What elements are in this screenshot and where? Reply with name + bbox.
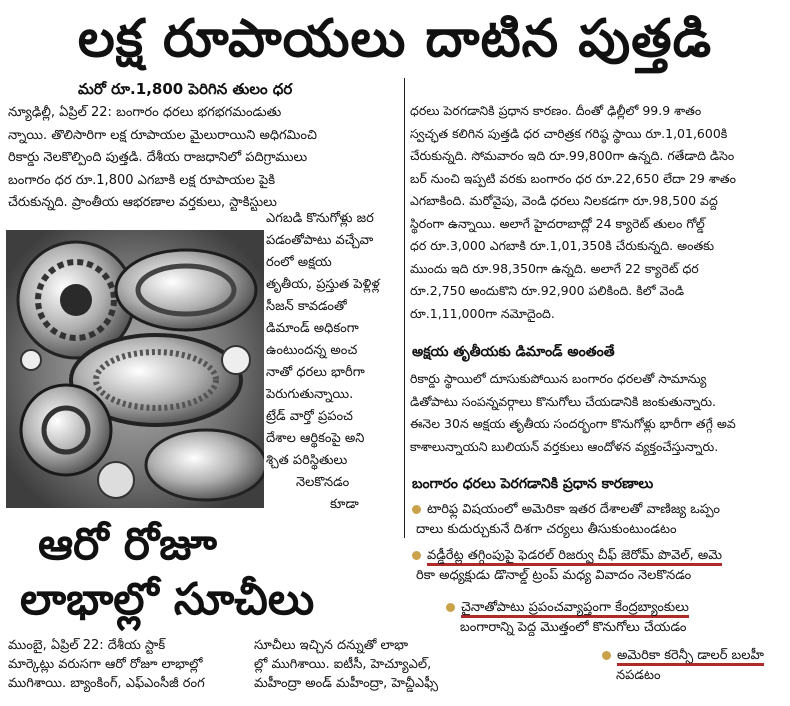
wrap-line: రంలో అక్షయ (266, 255, 332, 270)
section3-subhead: బంగారం ధరలు పెరగడానికి ప్రధాన కారణాలు (412, 476, 654, 492)
lead-line: రికార్డు నెలకొల్పింది పుత్తడి. దేశీయ రాజధానిలో పదిగ్రాములు (8, 150, 308, 165)
bullet-dot-icon (412, 551, 421, 560)
reason-bullet-1 (412, 500, 788, 540)
right-line: ధరలు పెరగడానికి ప్రధాన కారణం. దీంతో ఢిల్లీలో 99.9 శాతం (410, 103, 702, 118)
story2-line: ముగిశాయి. బ్యాంకింగ్, ఎఫ్ఎంసీజీ రంగ (8, 676, 205, 691)
bullet-text: చైనాతోపాటు ప్రపంచవ్యాప్తంగా కేంద్రబ్యాంకులు (461, 600, 689, 618)
story2-headline-line2: లాభాల్లో సూచీలు (20, 574, 315, 625)
bullet-dot-icon (446, 603, 455, 612)
right-line: ధర రూ.3,000 ఎగబాకి రూ.1,01,350కి చేరుకున్నది. అంతకు (410, 238, 715, 253)
wrap-line: డిమాండ్ అధికంగా (266, 321, 359, 336)
wrap-line: దేశాల ఆర్థికంపై అని (266, 431, 365, 446)
main-headline: లక్ష రూపాయలు దాటిన పుత్తడి (77, 9, 713, 69)
right-line: ఎగబాకింది. మరోవైపు, వెండి ధరలు నిలకడగా రూ.98,500 వద్ద (410, 193, 718, 208)
right-line: రూ.1,11,000గా నమోదైంది. (410, 305, 555, 321)
wrap-line: పడంతోపాటు వచ్చేవా (266, 233, 374, 248)
section2-line: డితోపాటు సంపన్నవర్గాలు కొనుగోలు చేయడానికి జంకుతున్నారు. (410, 393, 717, 409)
story1-subhead: మరో రూ.1,800 పెరిగిన తులం ధర (78, 80, 293, 98)
lead-line: న్నాయి. తొలిసారిగా లక్ష రూపాయల మైలురాయిని అధిగమించి (8, 127, 317, 143)
right-line: రూ.2,750 అందుకొని రూ.92,900 పలికింది. కిలో వెండి (410, 283, 685, 298)
wrap-line: కూడా (330, 497, 359, 512)
story2-line: మార్కెట్లు వరుసగా ఆరో రోజూ లాభాల్లో (8, 657, 203, 672)
story2-headline-line1: ఆరో రోజూ (38, 519, 217, 570)
wrap-line: సీజన్ కావడంతో (266, 299, 347, 314)
right-line: స్థిరంగా ఉన్నాయి. అలాగే హైదరాబాద్లో 24 క్యారెట్ తులం గోల్డ్ (410, 215, 705, 231)
story1-wrap-text (266, 208, 400, 516)
bullet-text: టారిఫ్ల విషయంలో అమెరికా ఇతర దేశాలతో వాణిజ్య ఒప్పం (427, 502, 720, 517)
reason-bullet-3 (446, 598, 786, 638)
reason-bullet-2 (412, 546, 788, 586)
right-line: చేరుకున్నది. సోమవారం ఇది రూ.99,800గా ఉన్నది. గతేడాది డిసెం (410, 148, 735, 163)
right-line: స్వచ్ఛత కలిగిన పుత్తడి ధర చారిత్రక గరిష్ఠ స్థాయి రూ.1,01,600కి (410, 125, 728, 141)
bullet-text: వడ్డీరేట్ల తగ్గింపుపై ఫెడరల్ రిజర్వు చీఫ్ జెరోమ్ పొవెల్, అమె (427, 548, 722, 566)
lead-line: బంగారం ధర రూ.1,800 ఎగబాకి లక్ష రూపాయల పైకి (8, 172, 276, 188)
jewelry-photo (6, 230, 264, 508)
wrap-line: తృతీయ, ప్రస్తుత పెళ్లిళ్ల (266, 277, 380, 292)
bullet-text: రికా అధ్యక్షుడు డొనాల్డ్ ట్రంప్ మధ్య వివాదం నెలకొనడం (416, 568, 692, 583)
right-line: ముందు ఇది రూ.98,350గా ఉన్నది. అలాగే 22 క్యారెట్ ధర (410, 260, 699, 276)
wrap-line: ఉంటుందన్న అంచ (266, 343, 358, 358)
bullet-text: నపడటం (616, 668, 661, 683)
wrap-line: ట్రేడ్ వార్తో ప్రపంచ (266, 409, 353, 424)
bullet-text: అమెరికా కరెన్సీ డాలర్ బలహీ (617, 648, 764, 666)
section2-line: కాశాలున్నాయని బులియన్ వర్తకులు ఆందోళన వ్యక్తంచేస్తున్నారు. (410, 438, 719, 454)
story1-right-column (410, 100, 782, 325)
right-line: బర్ నుంచి ఇప్పటి వరకు బంగారం ధర రూ.22,650 లేదా 29 శాతం (410, 170, 736, 186)
bullet-dot-icon (602, 651, 611, 660)
section2-line: రికార్డు స్థాయిలో దూసుకుపోయిన బంగారం ధరలతో సామాన్యు (410, 371, 707, 386)
wrap-line: నాతో ధరలు భారీగా (266, 365, 365, 380)
story2-column2 (254, 636, 454, 693)
wrap-line: శ్చిత పరిస్థితులు (266, 453, 348, 468)
wrap-line: నెలకొనడం (296, 475, 350, 490)
section2-line: ఈనెల 30న అక్షయ తృతీయ సందర్భంగా కొనుగోళ్లు భారీగా తగ్గే అవ (410, 416, 736, 431)
section2-body (410, 368, 782, 458)
story2-line: సూచీలు ఇచ్చిన దన్నుతో లాభా (254, 638, 409, 653)
bullet-text: దాలు కుదుర్చుకునే దిశగా చర్యలు తీసుకుంటుండటం (416, 522, 677, 537)
column-divider (404, 78, 405, 538)
story1-lead (8, 102, 400, 215)
wrap-line: పెరుగుతున్నాయి. (266, 387, 354, 402)
lead-line: న్యూఢిల్లీ, ఏప్రిల్ 22: బంగారం ధరలు భగభగమండుతు (8, 105, 282, 120)
lead-line: చేరుకున్నది. ప్రాంతీయ ఆభరణాల వర్తకులు, స్టాకిస్టులు (8, 195, 277, 210)
bullet-dot-icon (412, 505, 421, 514)
section2-subhead: అక్షయ తృతీయకు డిమాండ్ అంతంతే (412, 344, 615, 360)
story2-line: ల్లో ముగిశాయి. ఐటీసీ, హెచ్యూఎల్, (254, 657, 432, 672)
story2-line: మహీంద్రా అండ్ మహీంద్రా, హెచ్డీఎఫ్సీ (254, 676, 439, 691)
wrap-line: ఎగబడి కొనుగోళ్లు జర (266, 211, 374, 226)
story2-column1 (8, 636, 244, 693)
bullet-text: బంగారాన్ని పెద్ద మొత్తంలో కొనుగోలు చేయడం (460, 620, 687, 635)
reason-bullet-4 (602, 646, 788, 686)
story2-line: ముంబై, ఏప్రిల్ 22: దేశీయ స్టాక్ (8, 638, 166, 653)
